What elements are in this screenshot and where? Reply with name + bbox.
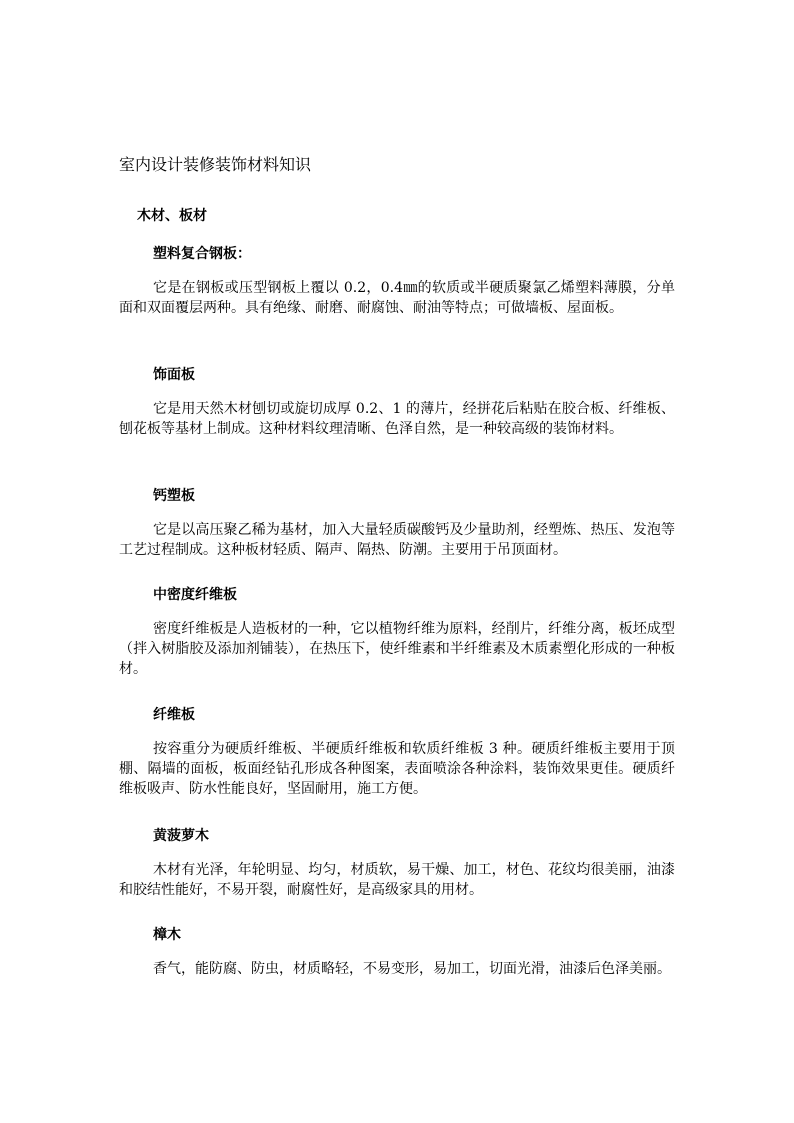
- entry-paragraph: 香气，能防腐、防虫，材质略轻，不易变形，易加工，切面光滑，油漆后色泽美丽。: [153, 961, 671, 977]
- entry-paragraph: 它是在钢板或压型钢板上覆以 0.2，0.4㎜的软质或半硬质聚氯乙烯塑料薄膜，分单面和双面覆层两种。具有绝缘、耐磨、耐腐蚀、耐油等特点；可做墙板、屋面板。: [119, 280, 675, 316]
- section-title: 木材、板材: [137, 208, 207, 224]
- entry-heading: 樟木: [153, 927, 181, 943]
- entry-fiber-board: [119, 705, 675, 799]
- entry-paragraph: 密度纤维板是人造板材的一种，它以植物纤维为原料，经削片，纤维分离，板坯成型（拌入树脂胶及添加剂铺装），在热压下，使纤维素和半纤维素及木质素塑化形成的一种板材。: [119, 621, 675, 677]
- entry-veneer-board: [119, 365, 675, 439]
- entry-paragraph: 它是用天然木材刨切或旋切成厚 0.2、1 的薄片，经拼花后粘贴在胶合板、纤维板、刨花板等基材上制成。这种材料纹理清晰、色泽自然，是一种较高级的装饰材料。: [119, 401, 675, 437]
- entry-paragraph: 按容重分为硬质纤维板、半硬质纤维板和软质纤维板 3 种。硬质纤维板主要用于顶棚、隔墙的面板，板面经钻孔形成各种图案，表面喷涂各种涂料，装饰效果更佳。硬质纤维板吸声、防水性能良好，坚固耐用，施工方便。: [119, 741, 675, 797]
- entry-mdf-board: [119, 585, 675, 679]
- entry-heading: 钙塑板: [153, 488, 195, 504]
- entry-heading: 黄菠萝木: [153, 828, 209, 844]
- entry-heading: 纤维板: [153, 707, 195, 723]
- entry-camphor-wood: [119, 925, 675, 979]
- entry-amur-cork-wood: [119, 826, 675, 900]
- document-title: 室内设计装修装饰材料知识: [119, 155, 312, 174]
- entry-heading: 中密度纤维板: [153, 587, 237, 603]
- entry-heading: 塑料复合钢板：: [153, 246, 251, 262]
- entry-paragraph: 它是以高压聚乙稀为基材，加入大量轻质碳酸钙及少量助剂，经塑炼、热压、发泡等工艺过程制成。这种板材轻质、隔声、隔热、防潮。主要用于吊顶面材。: [119, 522, 675, 558]
- entry-calcium-plastic-board: [119, 486, 675, 560]
- entry-paragraph: 木材有光泽，年轮明显、均匀，材质软，易干燥、加工，材色、花纹均很美丽，油漆和胶结性能好，不易开裂，耐腐性好，是高级家具的用材。: [119, 862, 675, 898]
- entry-plastic-composite-steel-plate: [119, 244, 675, 318]
- entry-heading: 饰面板: [153, 367, 195, 383]
